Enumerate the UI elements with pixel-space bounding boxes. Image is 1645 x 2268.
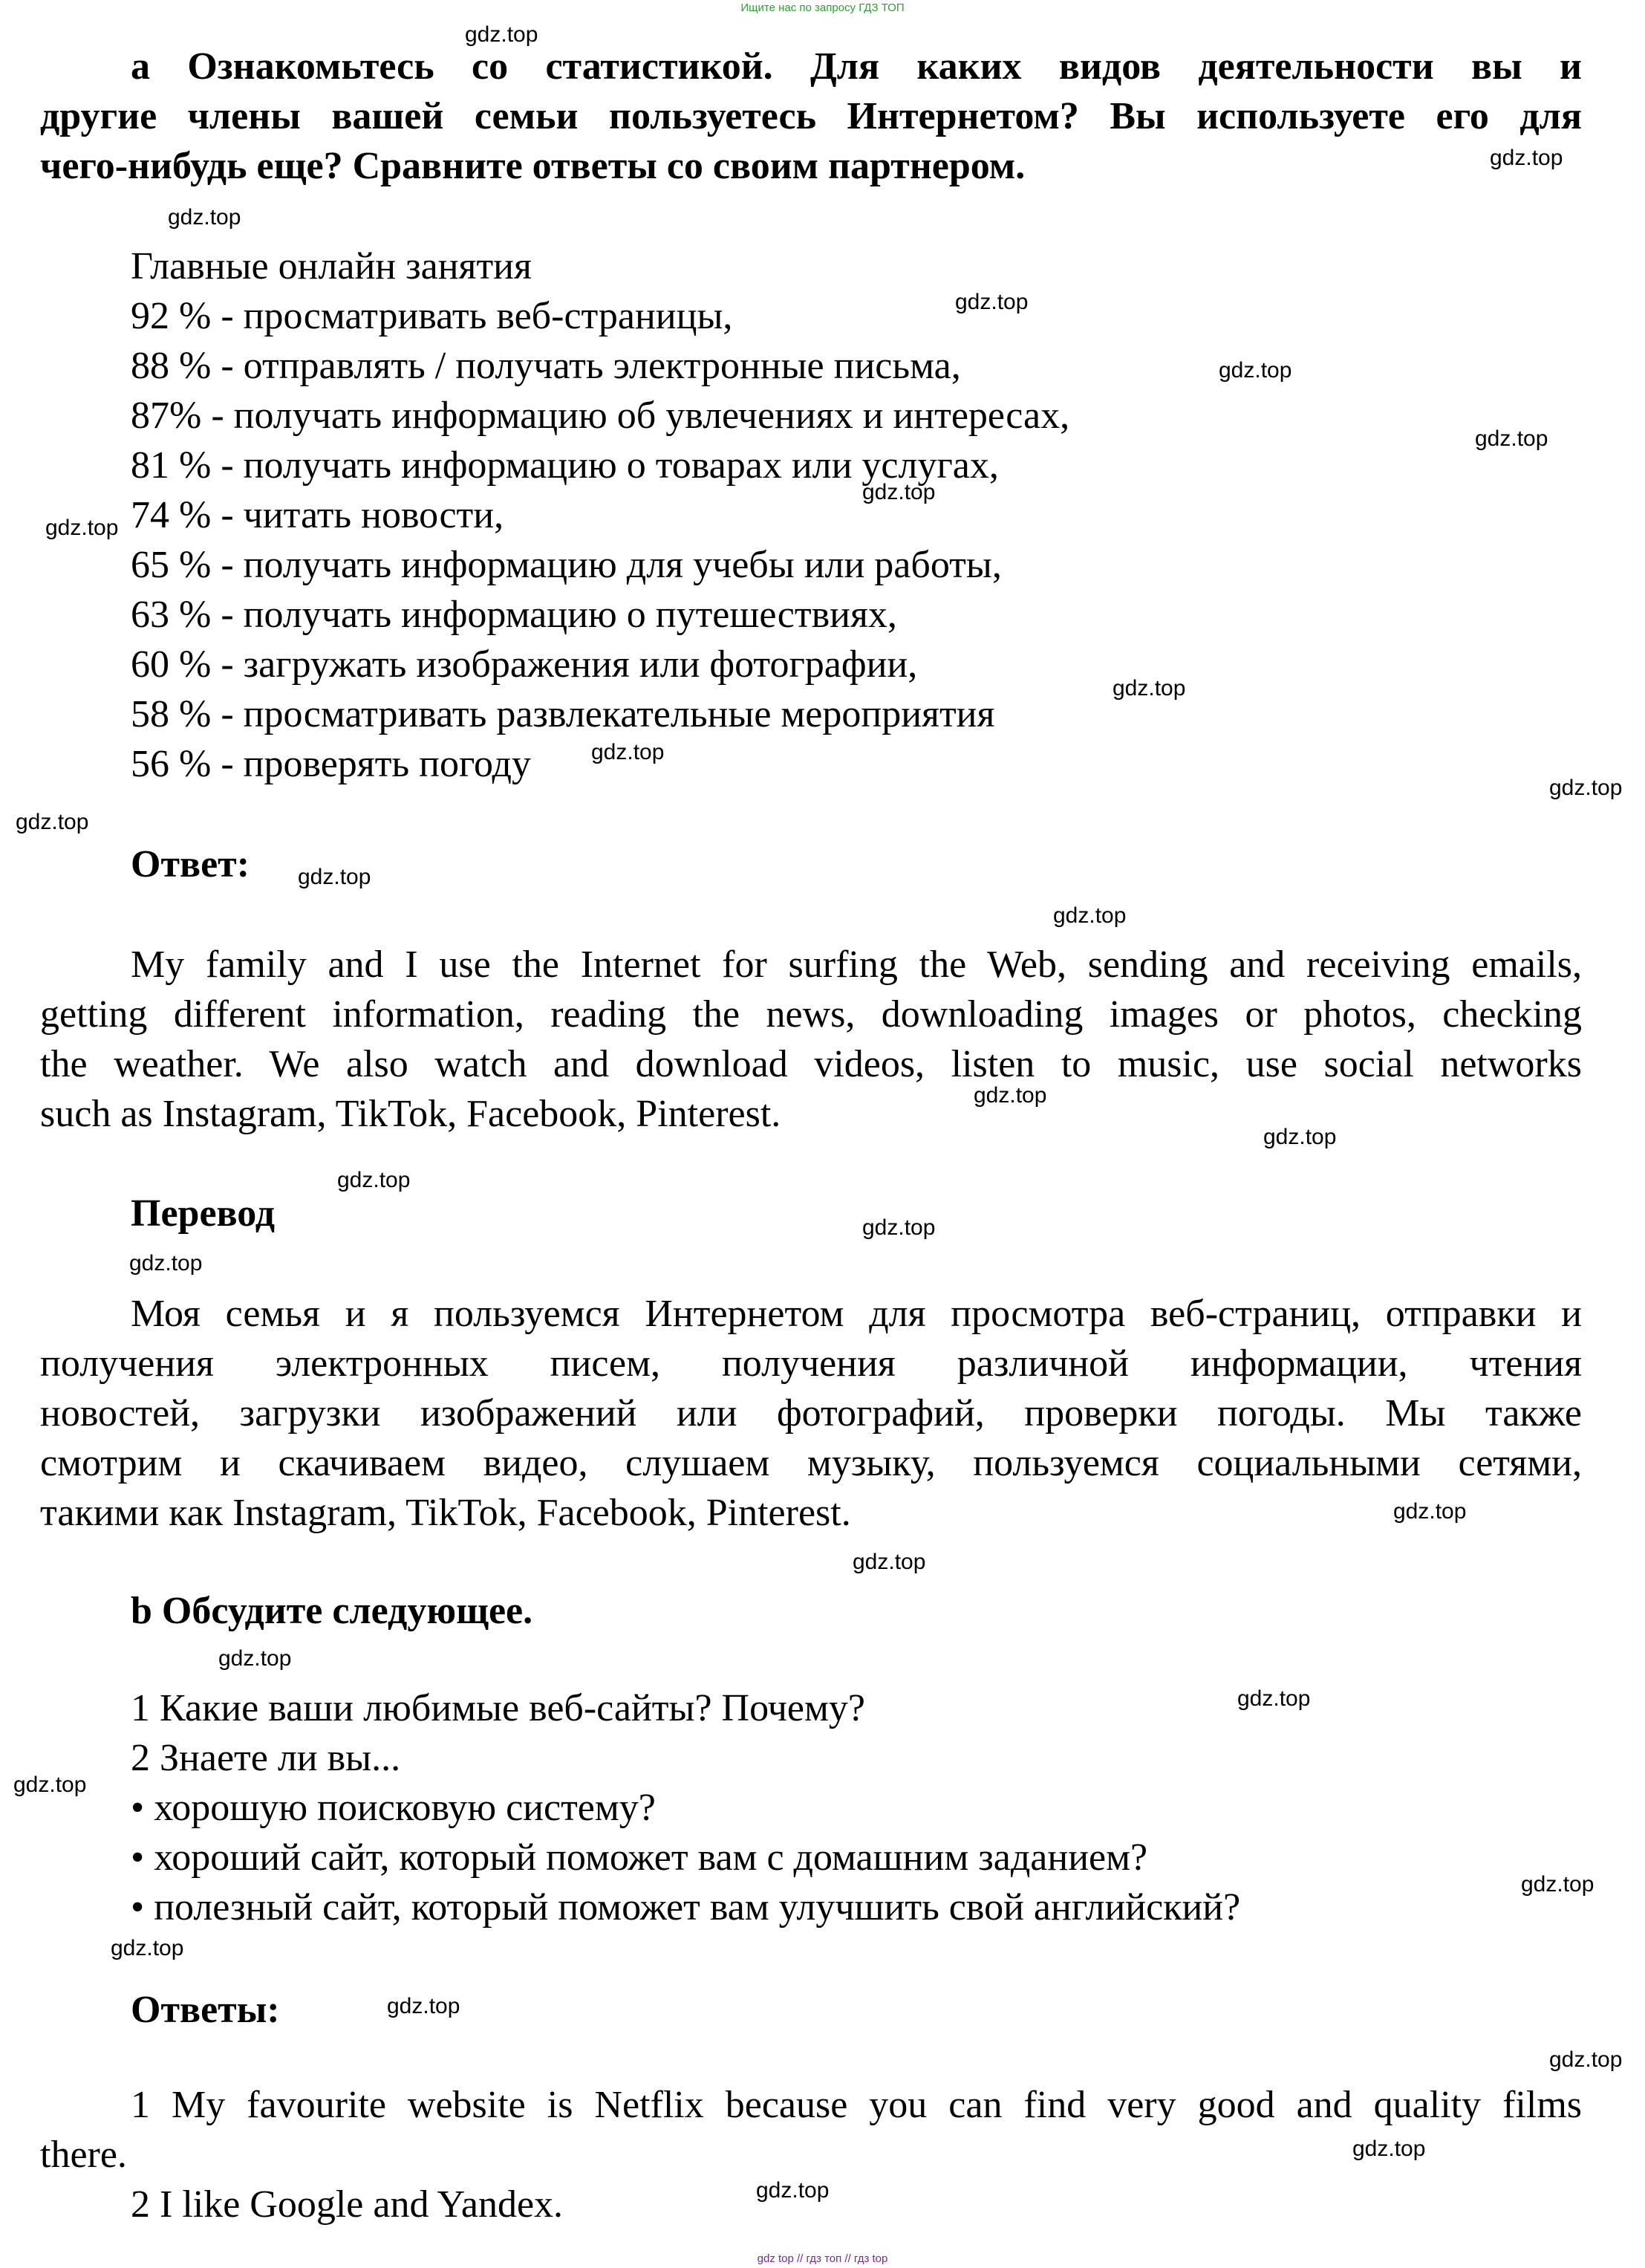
watermark: gdz.top [129,1251,203,1276]
translation-line-1: Моя семья и я пользуемся Интернетом для просмотра веб-страниц, отправки и [131,1293,1582,1335]
watermark: gdz.top [1490,146,1563,170]
task-b-item: • полезный сайт, который поможет вам улучшить свой английский? [131,1886,1241,1929]
watermark: gdz.top [465,22,538,47]
watermark: gdz.top [45,516,119,540]
watermark: gdz.top [955,290,1029,314]
task-a-line-2: другие члены вашей семьи пользуетесь Интернетом? Вы используете его для [40,95,1582,137]
translation-line-5: такими как Instagram, TikTok, Facebook, Pinterest. [40,1492,851,1534]
watermark: gdz.top [1521,1872,1594,1897]
answers-b-line-3: 2 I like Google and Yandex. [131,2183,564,2226]
search-banner[interactable]: Ищите нас по запросу ГДЗ ТОП [740,1,905,14]
watermark: gdz.top [111,1936,184,1960]
watermark: gdz.top [1549,2047,1623,2072]
watermark: gdz.top [1352,2137,1426,2161]
stats-item: 88 % - отправлять / получать электронные письма, [131,345,961,387]
translation-line-2: получения электронных писем, получения различной информации, чтения [40,1342,1582,1385]
answer-a-line-1: My family and I use the Internet for surfing the Web, sending and receiving emails, [131,943,1582,986]
answer-a-line-2: getting different information, reading the news, downloading images or photos, checking [40,993,1582,1036]
watermark: gdz.top [862,1215,936,1240]
answers-b-line-2: there. [40,2134,127,2176]
task-b-item: 2 Знаете ли вы... [131,1737,401,1779]
stats-item: 92 % - просматривать веб-страницы, [131,295,733,337]
watermark: gdz.top [1393,1499,1467,1524]
watermark: gdz.top [337,1168,411,1192]
watermark: gdz.top [974,1083,1047,1108]
translation-line-4: смотрим и скачиваем видео, слушаем музыку, пользуемся социальными сетями, [40,1442,1582,1484]
answer-a-line-3: the weather. We also watch and download videos, listen to music, use social networks [40,1043,1582,1085]
stats-item: 58 % - просматривать развлекательные мероприятия [131,693,995,735]
watermark: gdz.top [1237,1686,1311,1711]
watermark: gdz.top [1113,676,1186,701]
watermark: gdz.top [1053,903,1127,928]
stats-item: 74 % - читать новости, [131,494,504,536]
watermark: gdz.top [298,865,371,889]
footer-links[interactable]: gdz top // гдз топ // гдз top [757,2252,888,2265]
watermark: gdz.top [168,205,241,230]
watermark: gdz.top [1219,358,1292,383]
translation-heading: Перевод [131,1192,276,1235]
stats-title: Главные онлайн занятия [131,245,532,287]
answers-b-line-1: 1 My favourite website is Netflix because you can find very good and quality films [131,2084,1582,2126]
watermark: gdz.top [853,1550,926,1574]
watermark: gdz.top [756,2178,830,2203]
watermark: gdz.top [13,1773,87,1797]
watermark: gdz.top [1549,776,1623,800]
watermark: gdz.top [16,810,89,834]
task-a-line-3: чего-нибудь еще? Сравните ответы со своим партнером. [40,145,1026,187]
task-b-heading: b Обсудите следующее. [131,1590,533,1632]
stats-item: 60 % - загружать изображения или фотографии, [131,643,918,686]
answers-b-heading: Ответы: [131,1989,280,2031]
stats-item: 87% - получать информацию об увлечениях и интересах, [131,394,1070,437]
watermark: gdz.top [218,1646,292,1671]
stats-item: 65 % - получать информацию для учебы или работы, [131,544,1002,586]
task-b-item: • хорошую поисковую систему? [131,1787,656,1829]
task-b-item: 1 Какие ваши любимые веб-сайты? Почему? [131,1687,865,1729]
stats-item: 56 % - проверять погоду [131,743,531,785]
watermark: gdz.top [591,740,665,764]
task-a-line-1: a Ознакомьтесь со статистикой. Для каких видов деятельности вы и [131,45,1582,88]
stats-item: 63 % - получать информацию о путешествиях, [131,594,897,636]
answer-a-heading: Ответ: [131,843,250,886]
watermark: gdz.top [1263,1125,1337,1149]
watermark: gdz.top [1475,426,1548,451]
watermark: gdz.top [387,1994,460,2018]
translation-line-3: новостей, загрузки изображений или фотографий, проверки погоды. Мы также [40,1392,1582,1434]
task-b-item: • хороший сайт, который поможет вам с домашним заданием? [131,1836,1148,1879]
stats-item: 81 % - получать информацию о товарах или услугах, [131,444,999,487]
watermark: gdz.top [862,480,936,504]
answer-a-line-4: such as Instagram, TikTok, Facebook, Pinterest. [40,1093,781,1135]
